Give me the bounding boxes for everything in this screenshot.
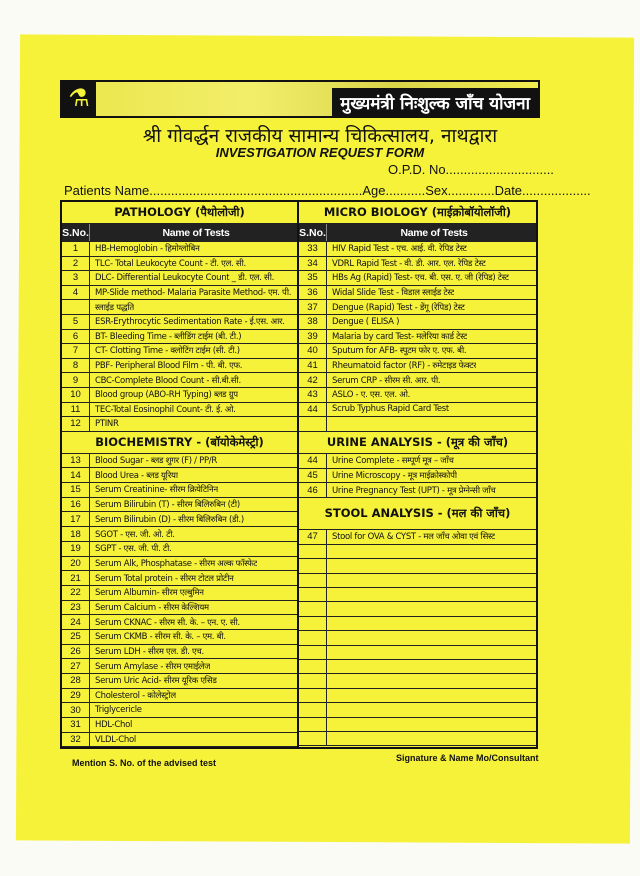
name-header: Name of Tests: [162, 226, 230, 239]
table-row: [299, 271, 536, 286]
table-row: [62, 388, 297, 403]
table-row: [299, 359, 536, 374]
test-sno: 4: [62, 286, 90, 300]
test-sno: 3: [62, 271, 90, 285]
test-name: Sputum for AFB- स्पुटम फोर ए. एफ. बी.: [332, 346, 467, 357]
empty-row: [299, 617, 536, 631]
test-sno: 39: [299, 330, 327, 344]
test-name: Stool for OVA & CYST - मल जाँच ओवा एवं सिस्ट: [332, 532, 496, 543]
empty-row: [299, 602, 536, 616]
test-name: Serum Bilirubin (D) - सीरम बिलिरुबिन (डी.): [95, 514, 244, 525]
empty-row: [299, 718, 536, 732]
name-header: Name of Tests: [400, 226, 468, 239]
empty-sno: [299, 732, 327, 745]
empty-sno: [299, 674, 327, 687]
test-sno-blank: [62, 300, 90, 314]
microscope-logo-icon: ⚗: [62, 82, 96, 116]
table-row: [62, 257, 297, 272]
sno-header: S.No.: [299, 224, 327, 241]
test-name: Blood Sugar - ब्लड शुगर (F) / PP/R: [95, 456, 217, 467]
test-sno: 26: [62, 645, 90, 659]
test-name: Serum Creatinine- सीरम क्रियेटिनिन: [95, 485, 218, 496]
table-row: [62, 512, 297, 527]
header-banner: [60, 80, 540, 118]
table-row: [299, 469, 536, 484]
stool-heading: STOOL ANALYSIS - (मल की जाँच): [299, 498, 536, 530]
test-name: Serum CKNAC - सीरम सी. के. – एन. ए. सी.: [95, 617, 240, 628]
test-name: HBs Ag (Rapid) Test- एच. बी. एस. ए. जी (रेपिड) टेस्ट: [332, 273, 509, 284]
test-sno: 31: [62, 718, 90, 732]
test-sno: 33: [299, 242, 327, 256]
scheme-title: मुख्यमंत्री निःशुल्क जाँच योजना: [332, 88, 538, 116]
test-name: BT- Bleeding Time - ब्लीडिंग टाईम (बी. टी.): [95, 331, 242, 342]
test-sno: 17: [62, 512, 90, 526]
test-sno: 47: [299, 530, 327, 544]
test-sno: 23: [62, 601, 90, 615]
test-name: Cholesterol - कोलेस्ट्रोल: [95, 691, 176, 702]
microbiology-heading: MICRO BIOLOGY (माईक्रोबॉयोलॉजी): [299, 202, 536, 224]
test-name: Urine Microscopy - मूत्र माईक्रोस्कोपी: [332, 471, 457, 482]
table-row: [62, 659, 297, 674]
opd-number-field: O.P.D. No..............................: [388, 162, 554, 177]
test-name: TLC- Total Leukocyte Count - टी. एल. सी.: [95, 258, 246, 269]
empty-row: [299, 559, 536, 573]
test-sno: 16: [62, 498, 90, 512]
test-sno: 44: [299, 454, 327, 468]
pathology-heading: PATHOLOGY (पैथोलोजी): [62, 202, 297, 224]
test-name-continued: स्लाईड पद्धति: [95, 302, 134, 313]
test-name: VDRL Rapid Test - वी. डी. आर. एल. रेपिड टेस्ट: [332, 258, 486, 269]
empty-row: [299, 574, 536, 588]
test-name: PTINR: [95, 418, 119, 429]
table-row: [62, 454, 297, 469]
empty-sno: [299, 631, 327, 644]
test-sno: 35: [299, 271, 327, 285]
test-sno: 18: [62, 527, 90, 541]
test-sno: 30: [62, 703, 90, 717]
table-row: [62, 344, 297, 359]
test-sno: 1: [62, 242, 90, 256]
test-sno: 27: [62, 659, 90, 673]
footer-note: Mention S. No. of the advised test: [72, 758, 217, 768]
empty-sno: [299, 417, 327, 431]
test-name: Serum Alk, Phosphatase - सीरम अल्क फॉस्फेट: [95, 558, 258, 569]
table-row: [62, 718, 297, 733]
empty-sno: [299, 718, 327, 731]
table-row: [299, 257, 536, 272]
test-name: Urine Complete - सम्पूर्ण मूत्र – जाँच: [332, 456, 454, 467]
table-row: [62, 557, 297, 572]
test-name: Widal Slide Test - विडाल स्लाईड टेस्ट: [332, 288, 455, 299]
test-sno: 12: [62, 417, 90, 431]
test-name: Serum Albumin- सीरम एल्बुमिन: [95, 588, 204, 599]
table-row: [62, 403, 297, 418]
table-row: [62, 733, 297, 748]
test-sno: 45: [299, 469, 327, 483]
empty-row: [299, 660, 536, 674]
test-sno: 9: [62, 373, 90, 387]
test-name: Malaria by card Test- मलेरिया कार्ड टेस्ट: [332, 331, 468, 342]
test-sno: 36: [299, 286, 327, 300]
test-sno: 41: [299, 359, 327, 373]
column-header: [299, 224, 536, 242]
patient-details-line: Patients Name...........................................................Age...........Sex.............Date...................: [64, 183, 591, 198]
test-name: Serum Total protein - सीरम टोटल प्रोटीन: [95, 573, 234, 584]
table-row: [299, 300, 536, 315]
empty-sno: [299, 703, 327, 716]
test-sno: 7: [62, 344, 90, 358]
test-name: MP-Slide method- Malaria Parasite Method- एम. पी.: [95, 288, 292, 299]
test-name: SGPT - एस. जी. पी. टी.: [95, 544, 172, 555]
test-sno: 22: [62, 586, 90, 600]
test-sno: 34: [299, 257, 327, 271]
table-row: [62, 542, 297, 557]
empty-sno: [299, 660, 327, 673]
test-sno: 25: [62, 630, 90, 644]
empty-sno: [299, 559, 327, 572]
test-name: Dengue (Rapid) Test - डेंगू (रेपिड) टेस्ट: [332, 302, 465, 313]
signature-label: Signature & Name Mo/Consultant: [396, 753, 539, 763]
test-name: HDL-Chol: [95, 719, 133, 730]
test-name: VLDL-Chol: [95, 734, 136, 745]
biochemistry-heading: BIOCHEMISTRY - (बॉयोकेमेस्ट्री): [62, 432, 297, 454]
table-row: [62, 645, 297, 660]
test-name: ESR-Erythrocytic Sedimentation Rate - ई.एस. आर.: [95, 317, 285, 328]
empty-sno: [299, 602, 327, 615]
table-row: [62, 615, 297, 630]
test-name: Blood Urea - ब्लड यूरिया: [95, 470, 178, 481]
empty-sno: [299, 574, 327, 587]
table-row: [62, 674, 297, 689]
empty-sno: [299, 617, 327, 630]
test-sno: 2: [62, 257, 90, 271]
test-name: Rheumatoid factor (RF) - रुमेटाइड फेक्टर: [332, 361, 477, 372]
test-sno: 6: [62, 330, 90, 344]
test-sno: 8: [62, 359, 90, 373]
test-sno: 5: [62, 315, 90, 329]
test-sno: 37: [299, 300, 327, 314]
empty-row: [299, 545, 536, 559]
table-row: [62, 373, 297, 388]
table-row: [62, 571, 297, 586]
table-row: [62, 286, 297, 301]
empty-sno: [299, 588, 327, 601]
test-name: PBF- Peripheral Blood Film - पी. बी. एफ.: [95, 361, 243, 372]
test-sno: 24: [62, 615, 90, 629]
table-row: [62, 498, 297, 513]
test-name: Scrub Typhus Rapid Card Test: [332, 404, 449, 415]
empty-row: [299, 732, 536, 746]
form-title: INVESTIGATION REQUEST FORM: [215, 145, 425, 160]
empty-row: [299, 631, 536, 645]
empty-row: [299, 689, 536, 703]
table-row: [299, 286, 536, 301]
test-name: Serum CKMB - सीरम सी. के. – एम. बी.: [95, 632, 226, 643]
test-sno: 14: [62, 468, 90, 482]
test-name: TEC-Total Eosinophil Count- टी. ई. ओ.: [95, 404, 236, 415]
empty-row: [299, 703, 536, 717]
test-name: Serum Amylase - सीरम एमाईलेज: [95, 661, 211, 672]
test-sno: 44: [299, 403, 327, 417]
test-name: CT- Clotting Time - क्लोटिंग टाईम (सी. टी.): [95, 346, 240, 357]
table-row: [62, 703, 297, 718]
test-sno: 32: [62, 733, 90, 747]
test-sno: 29: [62, 689, 90, 703]
test-name: HIV Rapid Test - एच. आई. वी. रेपिड टेस्ट: [332, 244, 467, 255]
test-sno: 43: [299, 388, 327, 402]
table-row: [299, 454, 536, 469]
table-row: [62, 601, 297, 616]
test-name: Serum Uric Acid- सीरम यूरिक एसिड: [95, 676, 217, 687]
test-name: ASLO - ए. एस. एल. ओ.: [332, 390, 411, 401]
empty-row: [299, 588, 536, 602]
test-sno: 13: [62, 454, 90, 468]
test-name: Urine Pregnancy Test (UPT) - मूत्र प्रेग्नेन्सी जाँच: [332, 485, 496, 496]
table-row: [299, 483, 536, 498]
table-row: [62, 630, 297, 645]
test-name: CBC-Complete Blood Count - सी.बी.सी.: [95, 375, 241, 386]
table-row: [62, 417, 297, 432]
table-row: [62, 689, 297, 704]
table-row: [299, 330, 536, 345]
table-row: [299, 344, 536, 359]
test-sno: 38: [299, 315, 327, 329]
test-name: HB-Hemoglobin - हिमोग्लोबिन: [95, 244, 200, 255]
empty-row: [299, 417, 536, 432]
column-header: [62, 224, 297, 242]
test-sno: 11: [62, 403, 90, 417]
test-name: Blood group (ABO-RH Typing) ब्लड ग्रुप: [95, 390, 238, 401]
table-row: [62, 468, 297, 483]
test-name: Serum Calcium - सीरम केल्शियम: [95, 602, 209, 613]
table-row: [62, 271, 297, 286]
test-sno: 28: [62, 674, 90, 688]
table-row: [62, 359, 297, 374]
table-row: [299, 315, 536, 330]
table-row: [62, 483, 297, 498]
table-row: [62, 527, 297, 542]
left-column: [62, 202, 299, 747]
test-sno: 42: [299, 373, 327, 387]
empty-sno: [299, 646, 327, 659]
test-name: Triglycericle: [95, 705, 142, 716]
empty-row: [299, 674, 536, 688]
table-row: [62, 586, 297, 601]
test-sno: 46: [299, 483, 327, 497]
right-column: [299, 202, 536, 747]
empty-row: [299, 646, 536, 660]
empty-sno: [299, 689, 327, 702]
test-sno: 20: [62, 557, 90, 571]
tests-table: [60, 200, 538, 749]
test-sno: 40: [299, 344, 327, 358]
table-row: [299, 373, 536, 388]
table-row: [299, 530, 536, 545]
test-name: SGOT - एस. जी. ओ. टी.: [95, 529, 175, 540]
table-row: [62, 315, 297, 330]
sno-header: S.No.: [62, 224, 90, 241]
table-row: [62, 330, 297, 345]
empty-sno: [299, 545, 327, 558]
urine-heading: URINE ANALYSIS - (मूत्र की जाँच): [299, 432, 536, 454]
table-row: [299, 403, 536, 418]
test-name: Serum LDH - सीरम एल. डी. एच.: [95, 647, 204, 657]
test-name: Serum CRP - सीरम सी. आर. पी.: [332, 375, 441, 386]
test-sno: 15: [62, 483, 90, 497]
test-sno: 10: [62, 388, 90, 402]
table-row: [62, 242, 297, 257]
test-name: DLC- Differential Leukocyte Count _ डी. एल. सी.: [95, 273, 275, 284]
test-name: Dengue ( ELISA ): [332, 316, 400, 327]
test-sno: 19: [62, 542, 90, 556]
hospital-name: श्री गोवर्द्धन राजकीय सामान्य चिकित्सालय, नाथद्वारा: [142, 125, 498, 147]
table-row: [299, 242, 536, 257]
table-row-continued: [62, 300, 297, 315]
test-sno: 21: [62, 571, 90, 585]
test-name: Serum Bilirubin (T) - सीरम बिलिरुबिन (टी): [95, 500, 240, 511]
table-row: [299, 388, 536, 403]
